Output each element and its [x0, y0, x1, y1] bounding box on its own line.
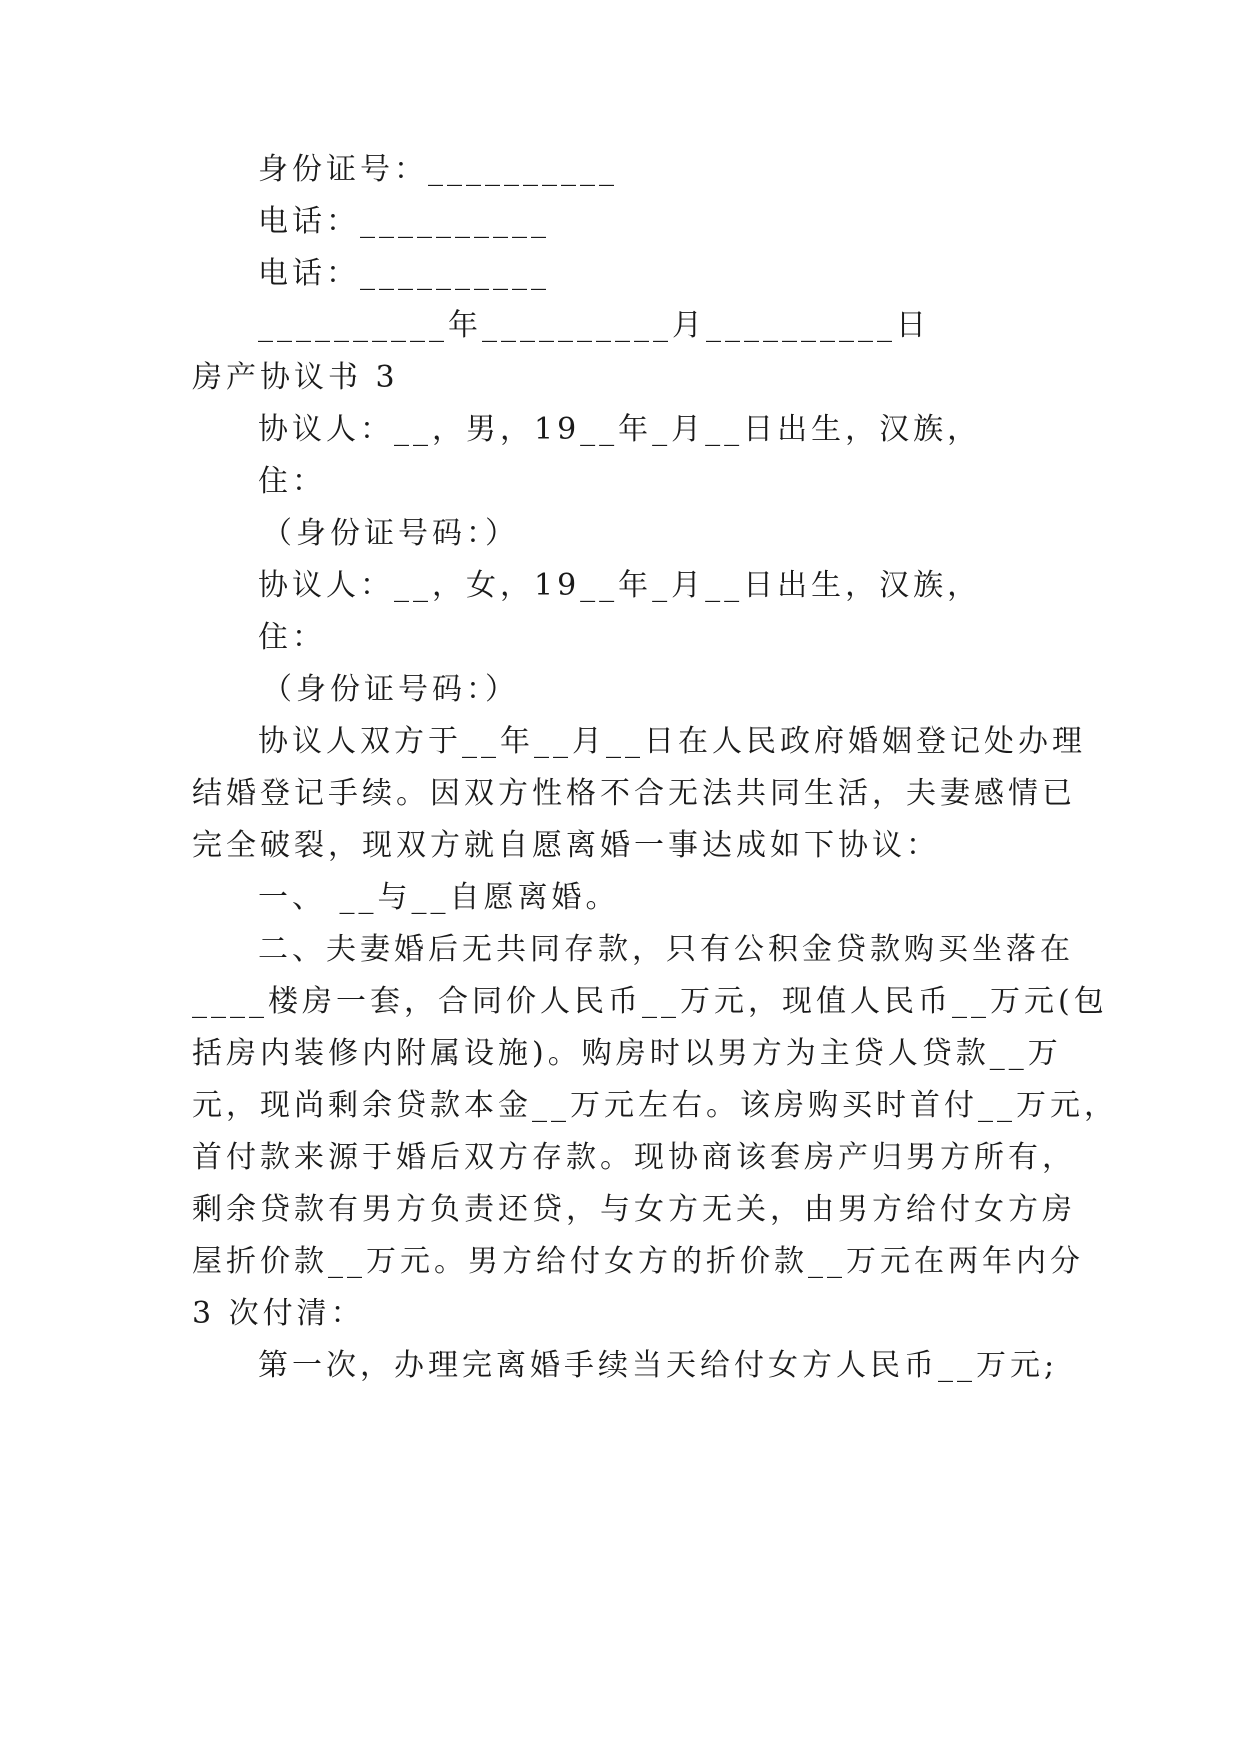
- paragraph-line: 屋折价款__万元。男方给付女方的折价款__万元在两年内分: [192, 1244, 1084, 1279]
- paragraph-line: 完全破裂，现双方就自愿离婚一事达成如下协议：: [192, 828, 940, 863]
- clause-line: 二、夫妻婚后无共同存款，只有公积金贷款购买坐落在: [258, 932, 1074, 967]
- party-line: 协议人：__，女，19__年_月__日出生，汉族，: [258, 568, 982, 603]
- party-line: 协议人：__，男，19__年_月__日出生，汉族，: [258, 412, 982, 447]
- paragraph-line: 协议人双方于__年__月__日在人民政府婚姻登记处办理: [258, 724, 1086, 759]
- paragraph-line: 元，现尚剩余贷款本金__万元左右。该房购买时首付__万元，: [192, 1088, 1118, 1123]
- id-number-line: （身份证号码：）: [262, 672, 519, 707]
- date-line: __________年__________月__________日: [258, 308, 930, 343]
- phone-line: 电话：__________: [258, 204, 550, 239]
- paragraph-line: 剩余贷款有男方负责还贷，与女方无关，由男方给付女方房: [192, 1192, 1076, 1227]
- paragraph-line: 3 次付清：: [192, 1296, 365, 1331]
- paragraph-line: ____楼房一套，合同价人民币__万元，现值人民币__万元(包: [192, 984, 1108, 1019]
- id-number-line: （身份证号码：）: [262, 516, 519, 551]
- id-number-line: 身份证号：__________: [258, 152, 618, 187]
- section-title: 房产协议书 3: [192, 360, 399, 395]
- paragraph-line: 括房内装修内附属设施)。购房时以男方为主贷人贷款__万: [192, 1036, 1062, 1071]
- address-line: 住：: [258, 620, 326, 655]
- clause-line: 第一次，办理完离婚手续当天给付女方人民币__万元;: [258, 1348, 1059, 1383]
- address-line: 住：: [258, 464, 326, 499]
- paragraph-line: 首付款来源于婚后双方存款。现协商该套房产归男方所有，: [192, 1140, 1076, 1175]
- phone-line: 电话：__________: [258, 256, 550, 291]
- paragraph-line: 结婚登记手续。因双方性格不合无法共同生活，夫妻感情已: [192, 776, 1076, 811]
- clause-line: 一、 __与__自愿离婚。: [258, 880, 620, 915]
